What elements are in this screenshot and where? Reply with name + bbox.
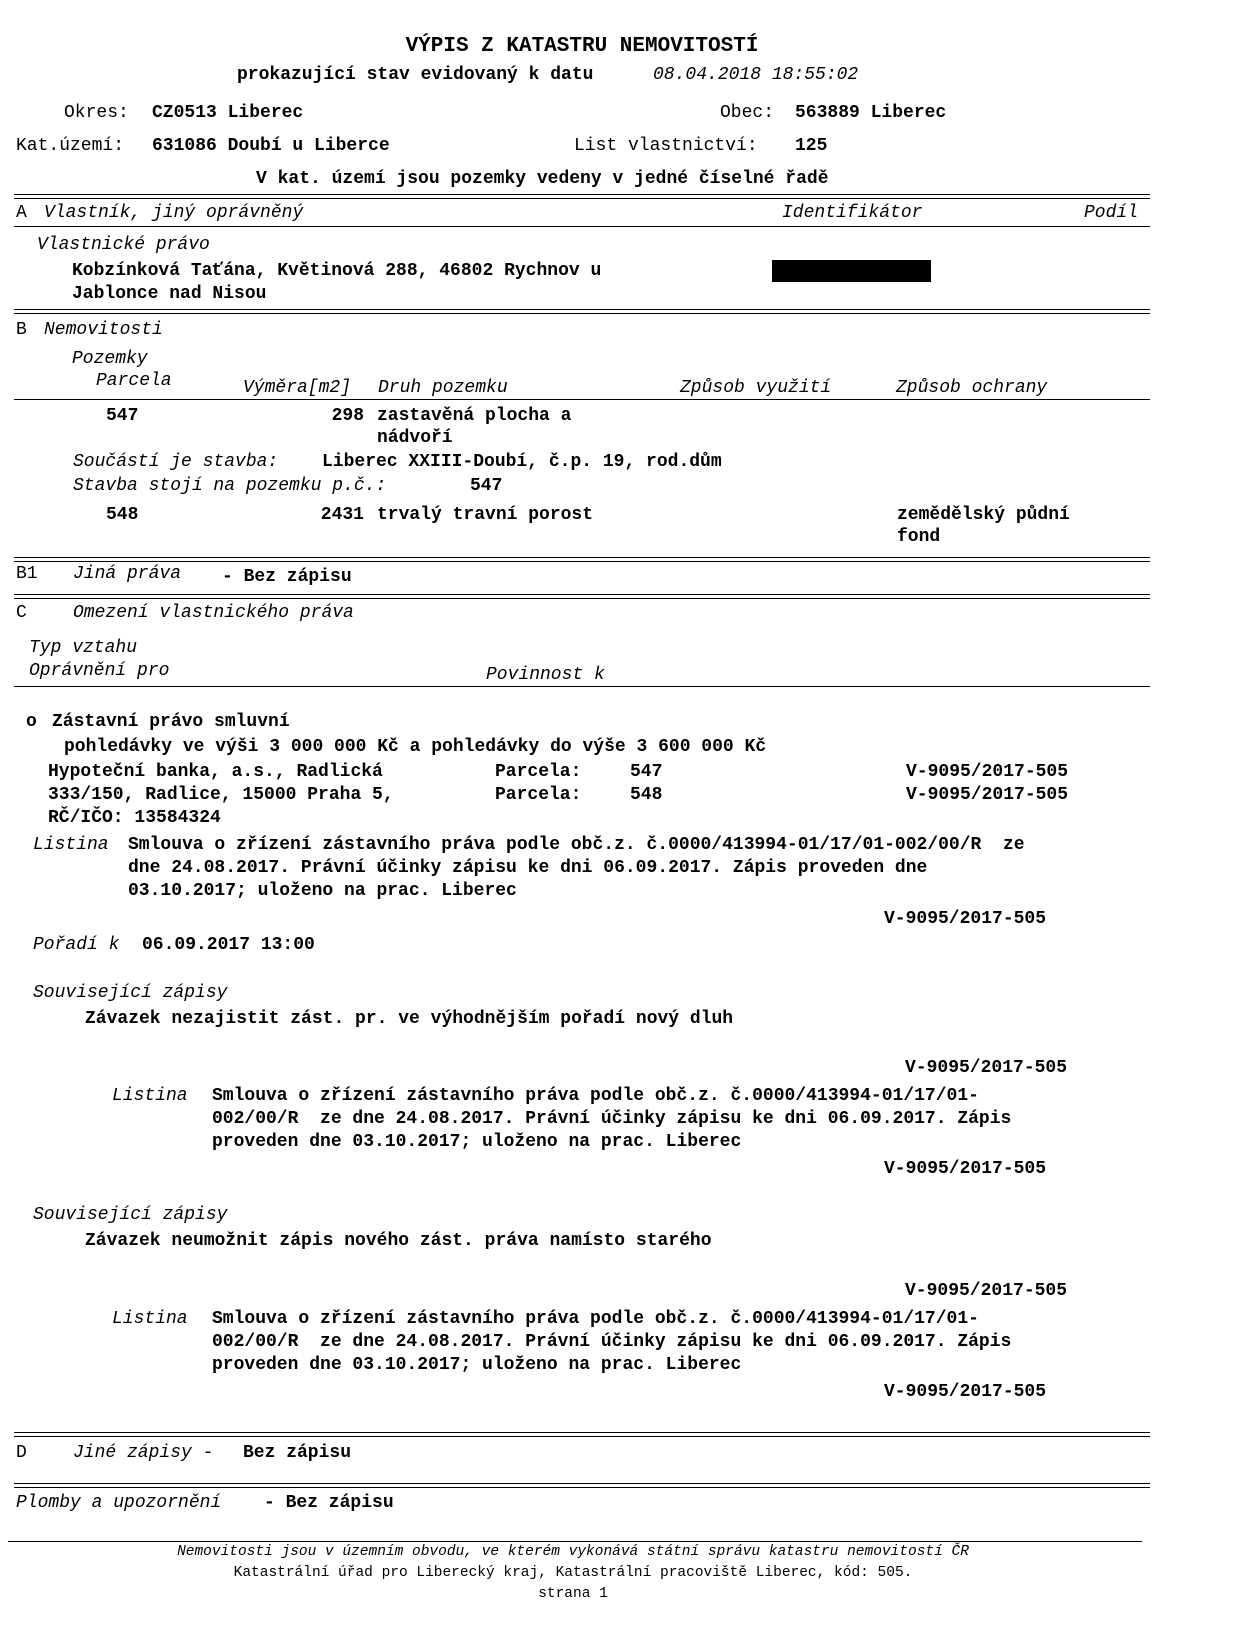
zavazek-1: Závazek nezajistit zást. pr. ve výhodnějším pořadí nový dluh (85, 1009, 734, 1029)
zavazek-2: Závazek neumožnit zápis nového zást. práva namísto starého (85, 1231, 712, 1251)
col-vymera: Výměra[m2] (243, 378, 352, 398)
section-c-title: Omezení vlastnického práva (73, 603, 354, 623)
plomby-title: Plomby a upozornění (16, 1493, 222, 1513)
section-d-value: Bez zápisu (243, 1443, 352, 1463)
listina-3-line-1: Smlouva o zřízení zástavního práva podle obč.z. č.0000/413994-01/17/01- (212, 1309, 979, 1329)
listina-3-line-2: 002/00/R ze dne 24.08.2017. Právní účinky zápisu ke dni 06.09.2017. Zápis (212, 1332, 1012, 1352)
divider (14, 194, 1150, 195)
lv-value: 125 (795, 136, 828, 156)
section-a-letter: A (16, 203, 27, 223)
row1-druh-2: nádvoří (377, 428, 453, 448)
parcela-label-1: Parcela: (495, 762, 582, 782)
section-b1-letter: B1 (16, 564, 38, 584)
col-druh: Druh pozemku (378, 378, 508, 398)
divider (14, 594, 1150, 595)
section-a-title: Vlastník, jiný oprávněný (44, 203, 304, 223)
typ-vztahu-label: Typ vztahu (29, 638, 138, 658)
divider (14, 1432, 1150, 1433)
redacted-identifier (772, 260, 931, 282)
section-b1-value: - Bez zápisu (222, 567, 352, 587)
katuzemi-label: Kat.území: (16, 136, 125, 156)
vlastnicke-pravo-label: Vlastnické právo (37, 235, 210, 255)
listina-2-line-2: 002/00/R ze dne 24.08.2017. Právní účinky zápisu ke dni 06.09.2017. Zápis (212, 1109, 1012, 1129)
subtitle-date: 08.04.2018 18:55:02 (653, 65, 859, 85)
parcela-value-1: 547 (630, 762, 663, 782)
row2-vymera: 2431 (320, 505, 364, 525)
lv-label: List vlastnictví: (574, 136, 758, 156)
listina-1-line-2: dne 24.08.2017. Právní účinky zápisu ke dni 06.09.2017. Zápis proveden dne (128, 858, 928, 878)
footer-line-1: Nemovitosti jsou v územním obvodu, ve kterém vykonává státní správu katastru nemovitostí ČR (177, 1544, 969, 1560)
poradi-value: 06.09.2017 13:00 (142, 935, 315, 955)
row1-druh-1: zastavěná plocha a (377, 406, 572, 426)
divider (14, 309, 1150, 310)
reference-number: V-9095/2017-505 (884, 909, 1047, 929)
section-b-title: Nemovitosti (44, 320, 163, 340)
bank-line-3: RČ/IČO: 13584324 (48, 808, 221, 828)
obec-value: 563889 Liberec (795, 103, 947, 123)
plomby-value: - Bez zápisu (264, 1493, 394, 1513)
col-parcela: Parcela (96, 371, 172, 391)
numbering-note: V kat. území jsou pozemky vedeny v jedné číselné řadě (256, 169, 829, 189)
col-podil: Podíl (1084, 203, 1139, 223)
section-b1-title: Jiná práva (73, 564, 182, 584)
poradi-label: Pořadí k (33, 935, 120, 955)
divider (14, 1487, 1150, 1488)
section-b-letter: B (16, 320, 27, 340)
listina-2-line-3: proveden dne 03.10.2017; uloženo na prac. Liberec (212, 1132, 742, 1152)
stavba-value: 547 (470, 476, 503, 496)
okres-label: Okres: (64, 103, 129, 123)
divider (14, 1436, 1150, 1437)
divider (14, 1483, 1150, 1484)
item-title: Zástavní právo smluvní (52, 712, 290, 732)
divider (14, 198, 1150, 199)
souvisejici-zapisy-label: Související zápisy (33, 983, 228, 1003)
okres-value: CZ0513 Liberec (152, 103, 304, 123)
row2-druh: trvalý travní porost (377, 505, 594, 525)
soucasti-label: Součástí je stavba: (73, 452, 279, 472)
subtitle-prefix: prokazující stav evidovaný k datu (237, 65, 594, 85)
povinnost-k-label: Povinnost k (486, 665, 605, 685)
divider (14, 557, 1150, 558)
listina-2-line-1: Smlouva o zřízení zástavního práva podle obč.z. č.0000/413994-01/17/01- (212, 1086, 979, 1106)
katuzemi-value: 631086 Doubí u Liberce (152, 136, 390, 156)
page-number: strana 1 (538, 1586, 608, 1602)
section-d-title: Jiné zápisy - (73, 1443, 214, 1463)
document-title: VÝPIS Z KATASTRU NEMOVITOSTÍ (405, 35, 759, 58)
row1-vymera: 298 (331, 406, 364, 426)
section-d-letter: D (16, 1443, 27, 1463)
bank-line-2: 333/150, Radlice, 15000 Praha 5, (48, 785, 394, 805)
owner-line-1: Kobzínková Taťána, Květinová 288, 46802 Rychnov u (72, 261, 602, 281)
divider (14, 686, 1150, 687)
row2-ochrana-1: zemědělský půdní (897, 505, 1070, 525)
item-detail: pohledávky ve výši 3 000 000 Kč a pohledávky do výše 3 600 000 Kč (64, 737, 767, 757)
bank-line-1: Hypoteční banka, a.s., Radlická (48, 762, 383, 782)
row2-ochrana-2: fond (897, 527, 941, 547)
divider (14, 561, 1150, 562)
divider (14, 399, 1150, 400)
listina-label: Listina (112, 1309, 188, 1329)
listina-label: Listina (112, 1086, 188, 1106)
reference-number: V-9095/2017-505 (905, 1058, 1068, 1078)
col-ochrana: Způsob ochrany (896, 378, 1048, 398)
parcela-value-2: 548 (630, 785, 663, 805)
reference-number: V-9095/2017-505 (906, 785, 1069, 805)
listina-1-line-1: Smlouva o zřízení zástavního práva podle obč.z. č.0000/413994-01/17/01-002/00/R ze (128, 835, 1025, 855)
reference-number: V-9095/2017-505 (905, 1281, 1068, 1301)
row2-parcela: 548 (106, 505, 139, 525)
divider (14, 226, 1150, 227)
col-vyuziti: Způsob využití (680, 378, 832, 398)
owner-line-2: Jablonce nad Nisou (72, 284, 267, 304)
soucasti-value: Liberec XXIII-Doubí, č.p. 19, rod.dům (322, 452, 722, 472)
section-c-letter: C (16, 603, 27, 623)
opravneni-pro-label: Oprávnění pro (29, 661, 170, 681)
souvisejici-zapisy-label: Související zápisy (33, 1205, 228, 1225)
footer-divider (8, 1541, 1142, 1542)
row1-parcela: 547 (106, 406, 139, 426)
divider (14, 598, 1150, 599)
pozemky-label: Pozemky (72, 349, 148, 369)
divider (14, 313, 1150, 314)
listina-label: Listina (33, 835, 109, 855)
reference-number: V-9095/2017-505 (884, 1382, 1047, 1402)
item-bullet: o (26, 712, 37, 732)
col-identifikator: Identifikátor (782, 203, 923, 223)
listina-1-line-3: 03.10.2017; uloženo na prac. Liberec (128, 881, 517, 901)
obec-label: Obec: (720, 103, 775, 123)
listina-3-line-3: proveden dne 03.10.2017; uloženo na prac. Liberec (212, 1355, 742, 1375)
reference-number: V-9095/2017-505 (906, 762, 1069, 782)
footer-line-2: Katastrální úřad pro Liberecký kraj, Katastrální pracoviště Liberec, kód: 505. (233, 1565, 913, 1581)
reference-number: V-9095/2017-505 (884, 1159, 1047, 1179)
parcela-label-2: Parcela: (495, 785, 582, 805)
stavba-label: Stavba stojí na pozemku p.č.: (73, 476, 387, 496)
